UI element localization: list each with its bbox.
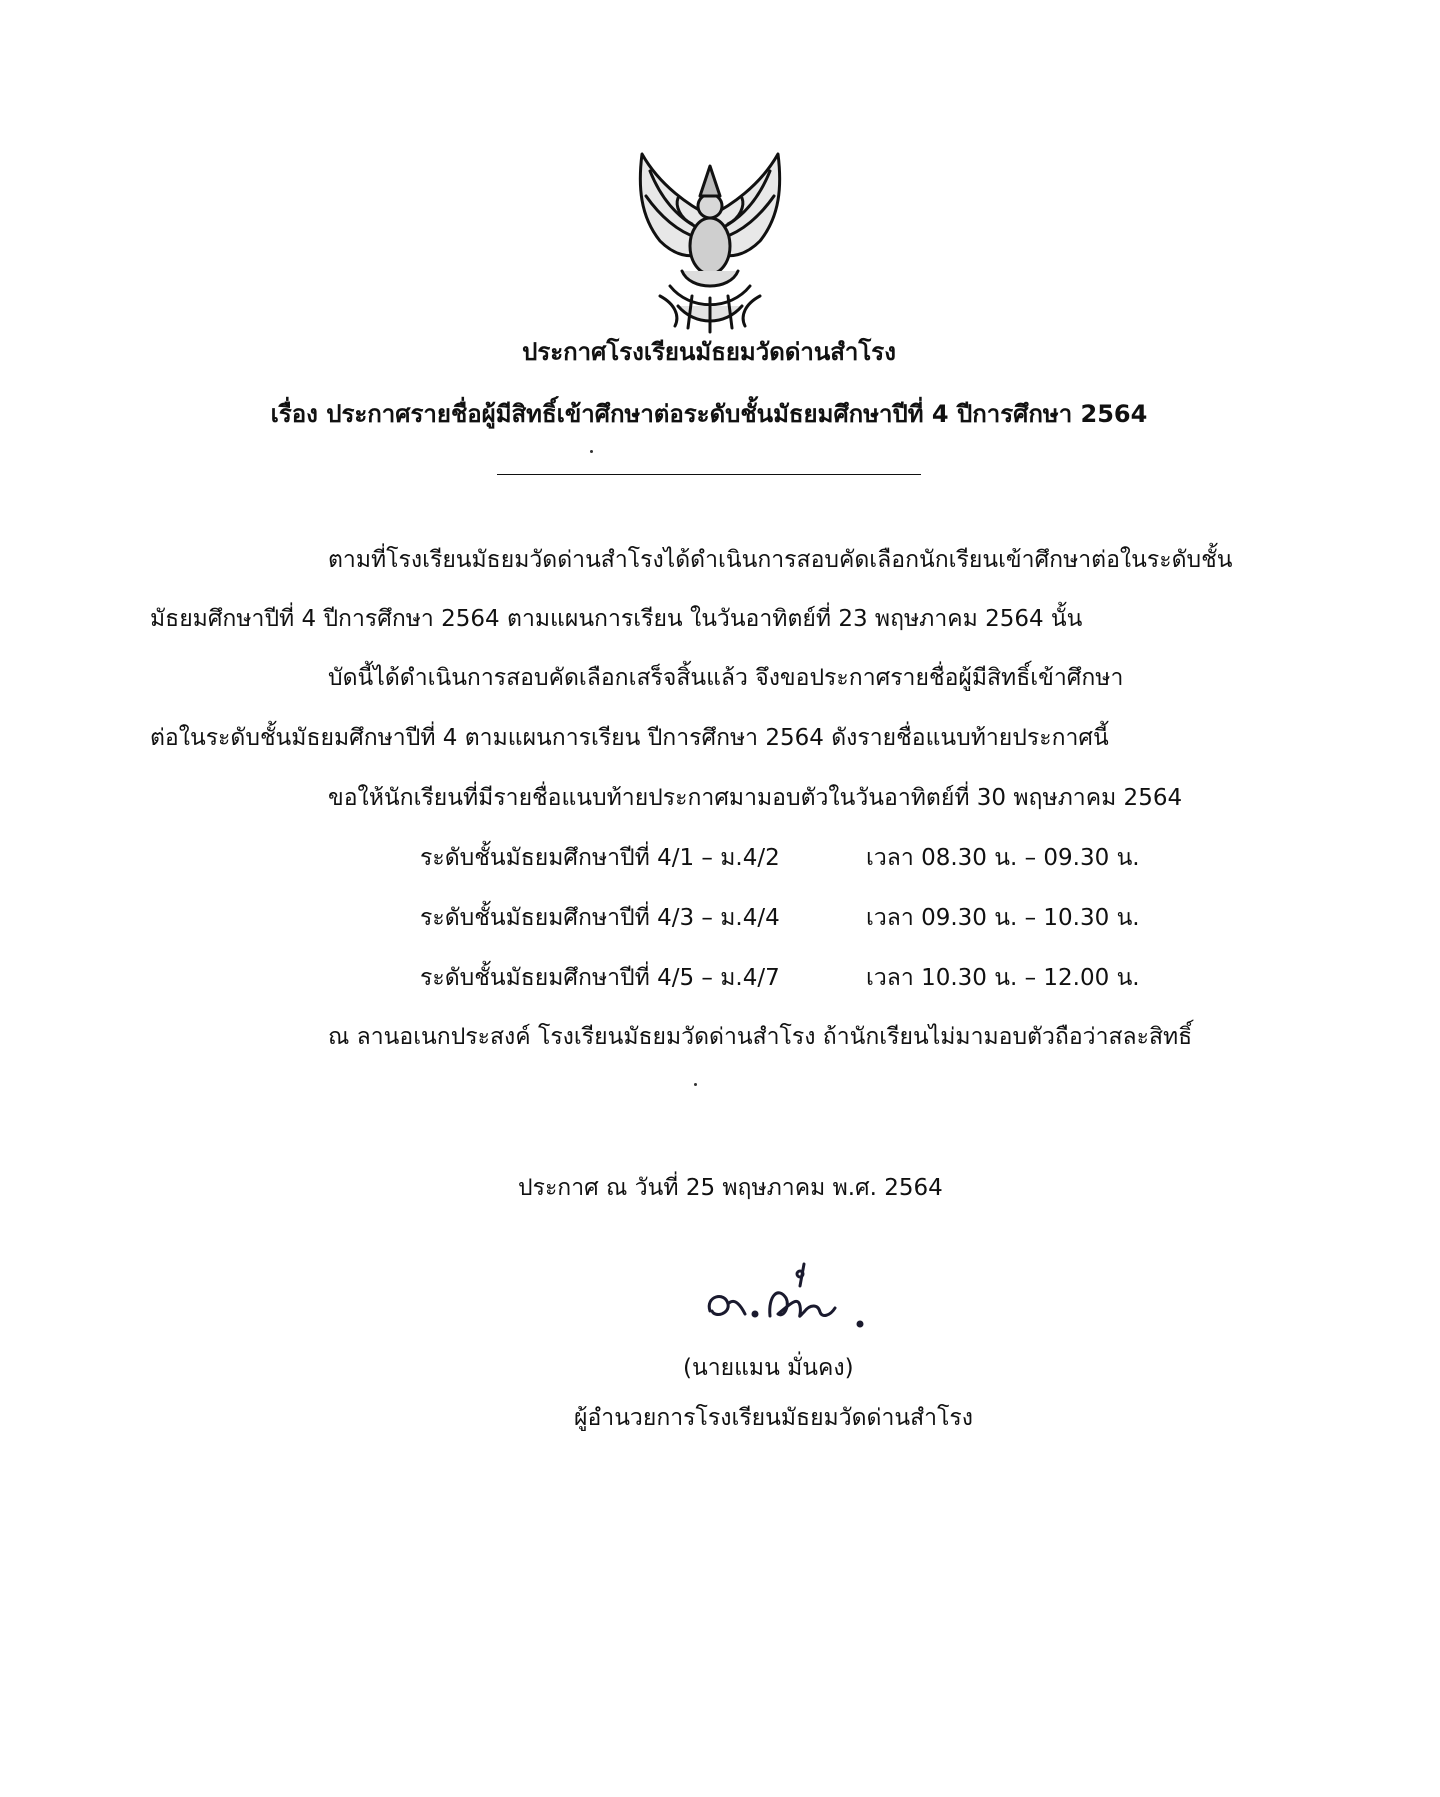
schedule-level-2: ระดับชั้นมัธยมศึกษาปีที่ 4/3 – ม.4/4: [420, 905, 780, 931]
schedule-time-2: เวลา 09.30 น. – 10.30 น.: [866, 905, 1140, 931]
signer-name: (นายแมน มั่นคง): [683, 1355, 854, 1381]
title-divider: [497, 474, 921, 475]
subject-line: เรื่อง ประกาศรายชื่อผู้มีสิทธิ์เข้าศึกษาต่อระดับชั้นมัธยมศึกษาปีที่ 4 ปีการศึกษา 2564: [270, 400, 1148, 428]
paragraph-3-line-1: ขอให้นักเรียนที่มีรายชื่อแนบท้ายประกาศมามอบตัวในวันอาทิตย์ที่ 30 พฤษภาคม 2564: [328, 785, 1183, 811]
stray-dot: [590, 450, 593, 453]
paragraph-2-line-1: บัดนี้ได้ดำเนินการสอบคัดเลือกเสร็จสิ้นแล้ว จึงขอประกาศรายชื่อผู้มีสิทธิ์เข้าศึกษา: [328, 665, 1124, 691]
paragraph-1-line-1: ตามที่โรงเรียนมัธยมวัดด่านสำโรงได้ดำเนินการสอบคัดเลือกนักเรียนเข้าศึกษาต่อในระดับชั้น: [328, 547, 1233, 573]
paragraph-4-line-1: ณ ลานอเนกประสงค์ โรงเรียนมัธยมวัดด่านสำโรง ถ้านักเรียนไม่มามอบตัวถือว่าสละสิทธิ์: [328, 1024, 1193, 1050]
signer-position: ผู้อำนวยการโรงเรียนมัธยมวัดด่านสำโรง: [574, 1405, 974, 1431]
stray-dot: [694, 1083, 697, 1086]
garuda-emblem-icon: [620, 146, 800, 336]
schedule-level-3: ระดับชั้นมัธยมศึกษาปีที่ 4/5 – ม.4/7: [420, 965, 780, 991]
schedule-level-1: ระดับชั้นมัธยมศึกษาปีที่ 4/1 – ม.4/2: [420, 845, 780, 871]
paragraph-1-line-2: มัธยมศึกษาปีที่ 4 ปีการศึกษา 2564 ตามแผนการเรียน ในวันอาทิตย์ที่ 23 พฤษภาคม 2564 นั้น: [150, 606, 1083, 632]
paragraph-2-line-2: ต่อในระดับชั้นมัธยมศึกษาปีที่ 4 ตามแผนการเรียน ปีการศึกษา 2564 ดังรายชื่อแนบท้ายประกาศนี้: [150, 725, 1109, 751]
schedule-time-3: เวลา 10.30 น. – 12.00 น.: [866, 965, 1140, 991]
page-title: ประกาศโรงเรียนมัธยมวัดด่านสำโรง: [522, 338, 896, 366]
announcement-date: ประกาศ ณ วันที่ 25 พฤษภาคม พ.ศ. 2564: [518, 1175, 943, 1201]
schedule-time-1: เวลา 08.30 น. – 09.30 น.: [866, 845, 1140, 871]
signature-image: [700, 1256, 900, 1336]
